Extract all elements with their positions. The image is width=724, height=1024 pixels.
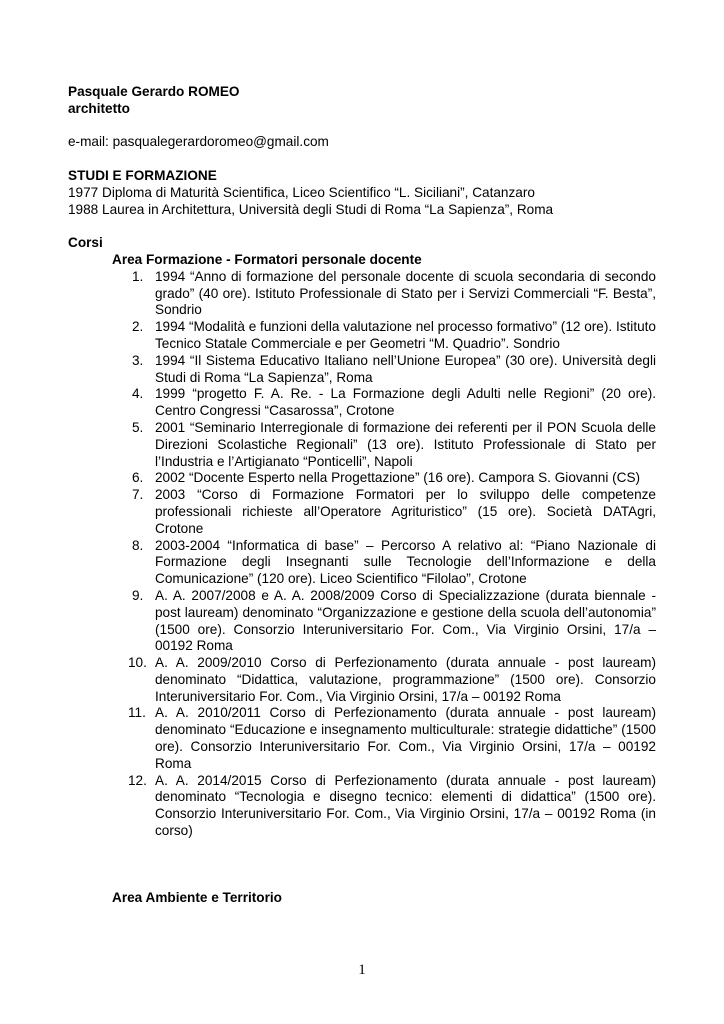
course-item: [68, 487, 656, 537]
course-item: [68, 353, 656, 387]
course-item: [68, 386, 656, 420]
course-text: 1994 “Anno di formazione del personale docente di scuola secondaria di secondo grado” (40 ore). Istituto Professionale di Stato per i Servizi Commerciali “F. Besta”, Sondrio: [155, 268, 656, 318]
course-item: [68, 773, 656, 840]
course-item: [68, 538, 656, 588]
course-item: [68, 319, 656, 353]
courses-heading: Corsi: [68, 235, 103, 251]
document-page: [68, 84, 656, 907]
course-item: [68, 655, 656, 705]
course-item: [68, 470, 656, 487]
course-list: [68, 269, 656, 840]
course-text: A. A. 2009/2010 Corso di Perfezionamento (durata annuale - post lauream) denominato “Didattica, valutazione, programmazione” (1500 ore). Consorzio Interuniversitario For. Com., Via Virginio Orsini, 17/a – 00192 Roma: [155, 655, 656, 704]
course-number: 6.: [132, 470, 144, 486]
course-number: 5.: [132, 419, 144, 435]
course-text: 1994 “Il Sistema Educativo Italiano nell’Unione Europea” (30 ore). Università degli Studi di Roma “La Sapienza”, Roma: [155, 352, 656, 385]
study-line: 1988 Laurea in Architettura, Università degli Studi di Roma “La Sapienza”, Roma: [68, 201, 554, 217]
page-number: 1: [358, 962, 366, 978]
course-item: [68, 420, 656, 470]
course-number: 1.: [132, 268, 144, 284]
course-text: 2001 “Seminario Interregionale di formazione dei referenti per il PON Scuola delle Direzioni Scolastiche Regionali” (13 ore). Istituto Professionale di Stato per l’Industria e l’Artigianato “Ponticelli”, Napoli: [155, 419, 656, 469]
course-text: A. A. 2010/2011 Corso di Perfezionamento (durata annuale - post lauream) denominato “Educazione e insegnamento multiculturale: strategie didattiche” (1500 ore). Consorzio Interuniversitario For. Com., Via Virginio Orsini, 17/a – 00192 Roma: [155, 705, 656, 771]
author-profession: architetto: [68, 100, 130, 116]
area-formazione-heading: Area Formazione - Formatori personale docente: [112, 251, 422, 267]
author-name: Pasquale Gerardo ROMEO: [68, 84, 240, 99]
course-text: 2003-2004 “Informatica di base” – Percorso A relativo al: “Piano Nazionale di Formazione degli Insegnanti sulle Tecnologie dell’Informazione e della Comunicazione” (120 ore). Liceo Scientifico “Filolao”, Crotone: [155, 537, 656, 587]
course-text: 2002 “Docente Esperto nella Progettazione” (16 ore). Campora S. Giovanni (CS): [155, 470, 641, 486]
course-item: [68, 269, 656, 319]
course-number: 9.: [132, 587, 144, 603]
course-text: A. A. 2014/2015 Corso di Perfezionamento (durata annuale - post lauream) denominato “Tecnologia e disegno tecnico: elementi di didattica” (1500 ore). Consorzio Interuniversitario For. Com., Via Virginio Orsini, 17/a – 00192 Roma (in corso): [155, 772, 656, 839]
course-text: 2003 “Corso di Formazione Formatori per lo sviluppo delle competenze professionali richieste all’Operatore Agrituristico” (15 ore). Società DATAgri, Crotone: [155, 487, 656, 536]
course-number: 10.: [128, 655, 147, 671]
author-email: e-mail: pasqualegerardoromeo@gmail.com: [68, 134, 329, 150]
course-text: 1999 “progetto F. A. Re. - La Formazione degli Adulti nelle Regioni” (20 ore). Centro Congressi “Casarossa”, Crotone: [155, 386, 656, 419]
course-number: 4.: [132, 386, 144, 402]
course-text: A. A. 2007/2008 e A. A. 2008/2009 Corso di Specializzazione (durata biennale - post lauream) denominato “Organizzazione e gestione della scuola dell’autonomia” (1500 ore). Consorzio Interuniversitario For. Com., Via Virginio Orsini, 17/a – 00192 Roma: [155, 587, 656, 654]
course-item: [68, 705, 656, 772]
course-number: 12.: [128, 772, 147, 788]
course-item: [68, 588, 656, 655]
course-number: 3.: [132, 352, 144, 368]
course-number: 8.: [132, 537, 144, 553]
area-ambiente-heading: Area Ambiente e Territorio: [112, 889, 282, 905]
course-number: 11.: [128, 705, 146, 721]
studies-heading: STUDI E FORMAZIONE: [68, 167, 217, 183]
course-number: 2.: [132, 319, 144, 335]
course-number: 7.: [132, 487, 144, 503]
study-line: 1977 Diploma di Maturità Scientifica, Liceo Scientifico “L. Siciliani”, Catanzaro: [68, 184, 535, 200]
course-text: 1994 “Modalità e funzioni della valutazione nel processo formativo” (12 ore). Istituto Tecnico Statale Commerciale e per Geometri “M. Quadrio”. Sondrio: [155, 319, 656, 351]
